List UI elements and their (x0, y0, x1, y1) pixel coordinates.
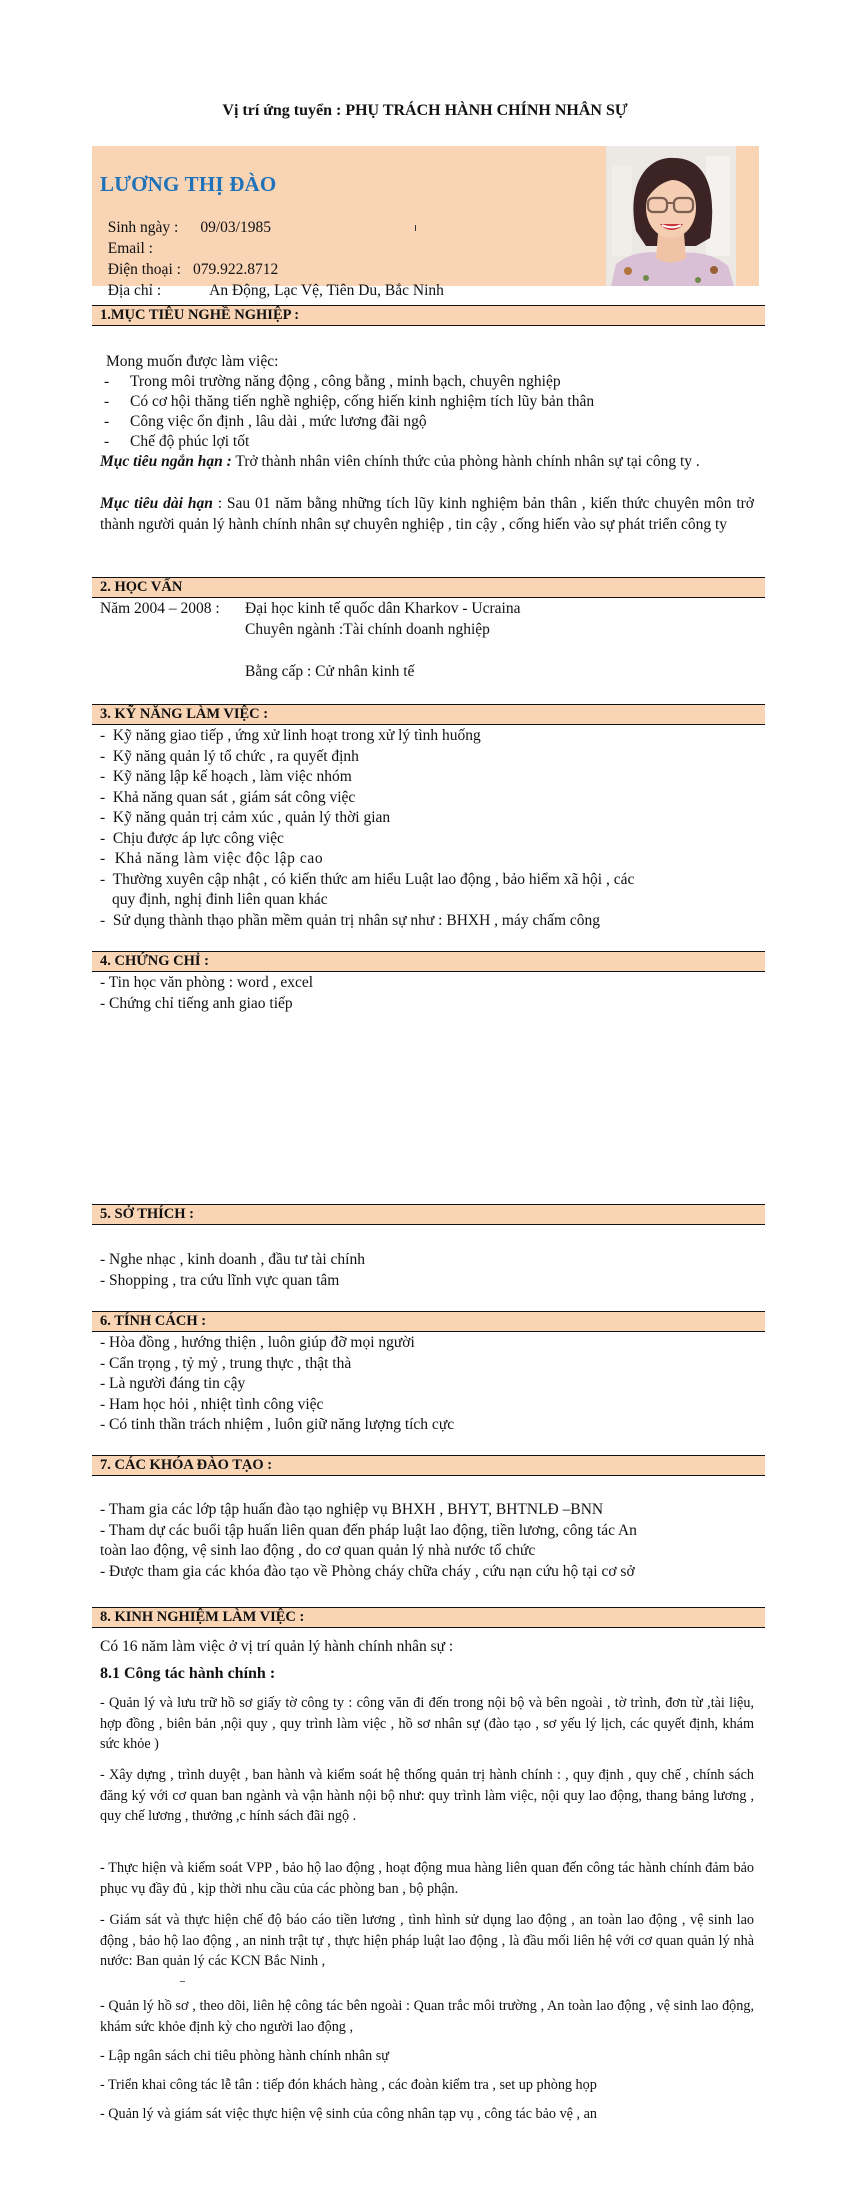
skill-item: - Khả năng làm việc độc lập cao (100, 850, 324, 867)
skill-item: - Chịu được áp lực công việc (100, 829, 284, 847)
phone-label: Điện thoại : (107, 261, 181, 278)
objective-intro: Mong muốn được làm việc: (106, 353, 279, 370)
hobby-item: - Shopping , tra cứu lĩnh vực quan tâm (100, 1272, 340, 1289)
section-heading-education: 2. HỌC VẤN (92, 577, 765, 598)
skill-item-continued: quy định, nghị đinh liên quan khác (112, 891, 328, 908)
certificate-item: - Chứng chỉ tiếng anh giao tiếp (100, 995, 293, 1012)
birth-value: 09/03/1985 (200, 219, 271, 236)
training-item-continued: toàn lao động, vệ sinh lao động , do cơ quan quản lý nhà nước tổ chức (100, 1542, 536, 1559)
personality-item: - Cẩn trọng , tỷ mỷ , trung thực , thật thà (100, 1354, 352, 1372)
experience-item: - Xây dựng , trình duyệt , ban hành và kiểm soát hệ thống quản trị hành chính : , quy định , quy chế , chính sách đăng ký với cơ quan ban ngành và vận hành nội bộ như: quy trình làm việc, nội quy lao động, thang bảng lương , quy chế lương , thưởng ,c hính sách đãi ngộ . (100, 1767, 754, 1824)
experience-subheading: 8.1 Công tác hành chính : (100, 1665, 276, 1682)
training-item: - Được tham gia các khóa đào tạo về Phòng cháy chữa cháy , cứu nạn cứu hộ tại cơ sở (100, 1562, 635, 1580)
education-major: Chuyên ngành :Tài chính doanh nghiệp (245, 621, 490, 638)
skill-item: - Sử dụng thành thạo phần mềm quản trị nhân sự như : BHXH , máy chấm công (100, 911, 601, 929)
experience-item: - Quản lý và giám sát việc thực hiện vệ sinh của công nhân tạp vụ , công tác bảo vệ , an (100, 2106, 597, 2122)
skill-item: - Kỹ năng lập kế hoạch , làm việc nhóm (100, 768, 352, 785)
experience-item: - Giám sát và thực hiện chế độ báo cáo tiền lương , tình hình sử dụng lao động , an toàn lao động , vệ sinh lao động , bảo hộ lao động , an ninh trật tự , thực hiện pháp luật lao động , là đầu mối liên hệ với cơ quan quản lý nhà nước: Ban quản lý các KCN Bắc Ninh , (100, 1912, 754, 1969)
personality-item: - Là người đáng tin cậy (100, 1375, 246, 1392)
hobby-item: - Nghe nhạc , kinh doanh , đầu tư tài chính (100, 1251, 365, 1268)
personality-item: - Hòa đồng , hướng thiện , luôn giúp đỡ mọi người (100, 1334, 415, 1351)
objective-item: - Có cơ hội thăng tiến nghề nghiệp, cống hiến kinh nghiệm tích lũy bản thân (104, 393, 595, 410)
portrait-illustration-icon (606, 146, 736, 286)
address-label: Địa chỉ : (107, 282, 162, 299)
address-value: An Động, Lạc Vệ, Tiên Du, Bắc Ninh (209, 282, 444, 299)
skill-item: - Khả năng quan sát , giám sát công việc (100, 788, 356, 806)
section-heading-personality: 6. TÍNH CÁCH : (92, 1311, 765, 1332)
email-label: Email : (107, 240, 153, 257)
section-heading-training: 7. CÁC KHÓA ĐÀO TẠO : (92, 1455, 765, 1476)
skill-item: - Thường xuyên cập nhật , có kiến thức am hiểu Luật lao động , bảo hiểm xã hội , các (100, 870, 635, 888)
skill-item: - Kỹ năng quản trị cảm xúc , quản lý thời gian (100, 809, 391, 826)
personality-item: - Có tinh thần trách nhiệm , luôn giữ năng lượng tích cực (100, 1416, 455, 1433)
skill-item: - Kỹ năng quản lý tổ chức , ra quyết định (100, 747, 359, 765)
long-term-goal: Mục tiêu dài hạn : Sau 01 năm bằng những tích lũy kinh nghiệm bản thân , kiến thức chuyên môn trở thành người quản lý hành chính nhân sự chuyên nghiệp , tin cậy , cống hiến vào sự phát triển công ty (100, 495, 754, 533)
experience-item: - Quản lý hồ sơ , theo dõi, liên hệ công tác bên ngoài : Quan trắc môi trường , An toàn lao động , vệ sinh lao động, khám sức khỏe định kỳ cho người lao động , (100, 1998, 754, 2035)
stray-mark (180, 1981, 185, 1982)
experience-item: - Triển khai công tác lễ tân : tiếp đón khách hàng , các đoàn kiểm tra , set up phòng họp (100, 2077, 597, 2093)
stray-mark (415, 225, 416, 231)
short-term-goal: Mục tiêu ngắn hạn : Trở thành nhân viên chính thức của phòng hành chính nhân sự tại công ty . (100, 453, 700, 470)
objective-item: - Công việc ổn định , lâu dài , mức lương đãi ngộ (104, 413, 427, 430)
certificate-item: - Tin học văn phòng : word , excel (100, 974, 314, 991)
education-period: Năm 2004 – 2008 : (100, 600, 220, 617)
experience-summary: Có 16 năm làm việc ở vị trí quản lý hành chính nhân sự : (100, 1638, 454, 1655)
birth-label: Sinh ngày : (107, 219, 179, 236)
position-title: Vị trí ứng tuyển : PHỤ TRÁCH HÀNH CHÍNH NHÂN SỰ (222, 102, 628, 119)
personality-item: - Ham học hỏi , nhiệt tình công việc (100, 1395, 324, 1413)
experience-item: - Quản lý và lưu trữ hồ sơ giấy tờ công ty : công văn đi đến trong nội bộ và bên ngoài , tờ trình, đơn từ ,tài liệu, hợp đồng , biên bản ,nội quy , quy trình làm việc , hồ sơ nhân sự (đào tạo , sơ yếu lý lịch, các quyết định, khám sức khỏe ) (100, 1695, 754, 1752)
section-heading-certificates: 4. CHỨNG CHỈ : (92, 951, 765, 972)
section-heading-skills: 3. KỸ NĂNG LÀM VIỆC : (92, 704, 765, 725)
portrait-photo (606, 146, 736, 286)
section-heading-hobbies: 5. SỞ THÍCH : (92, 1204, 765, 1225)
education-degree: Bằng cấp : Cử nhân kinh tế (245, 663, 415, 680)
objective-item: - Chế độ phúc lợi tốt (104, 433, 250, 450)
education-school: Đại học kinh tế quốc dân Kharkov - Ucraina (245, 600, 521, 617)
training-item: - Tham gia các lớp tập huấn đào tạo nghiệp vụ BHXH , BHYT, BHTNLĐ –BNN (100, 1501, 604, 1518)
skill-item: - Kỹ năng giao tiếp , ứng xử linh hoạt trong xử lý tình huống (100, 727, 481, 744)
phone-value: 079.922.8712 (192, 261, 279, 278)
section-heading-objective: 1.MỤC TIÊU NGHỀ NGHIỆP : (92, 305, 765, 326)
candidate-name: LƯƠNG THỊ ĐÀO (100, 172, 277, 196)
objective-item: - Trong môi trường năng động , công bằng , minh bạch, chuyên nghiệp (104, 373, 561, 390)
address-row (100, 259, 444, 301)
training-item: - Tham dự các buổi tập huấn liên quan đến pháp luật lao động, tiền lương, công tác An (100, 1521, 637, 1539)
experience-item: - Lập ngân sách chi tiêu phòng hành chính nhân sự (100, 2048, 390, 2064)
experience-item: - Thực hiện và kiểm soát VPP , bảo hộ lao động , hoạt động mua hàng liên quan đến công tác hành chính đảm bảo phục vụ đầy đủ , kịp thời nhu cầu của các phòng ban , bộ phận. (100, 1860, 754, 1897)
section-heading-experience: 8. KINH NGHIỆM LÀM VIỆC : (92, 1607, 765, 1628)
